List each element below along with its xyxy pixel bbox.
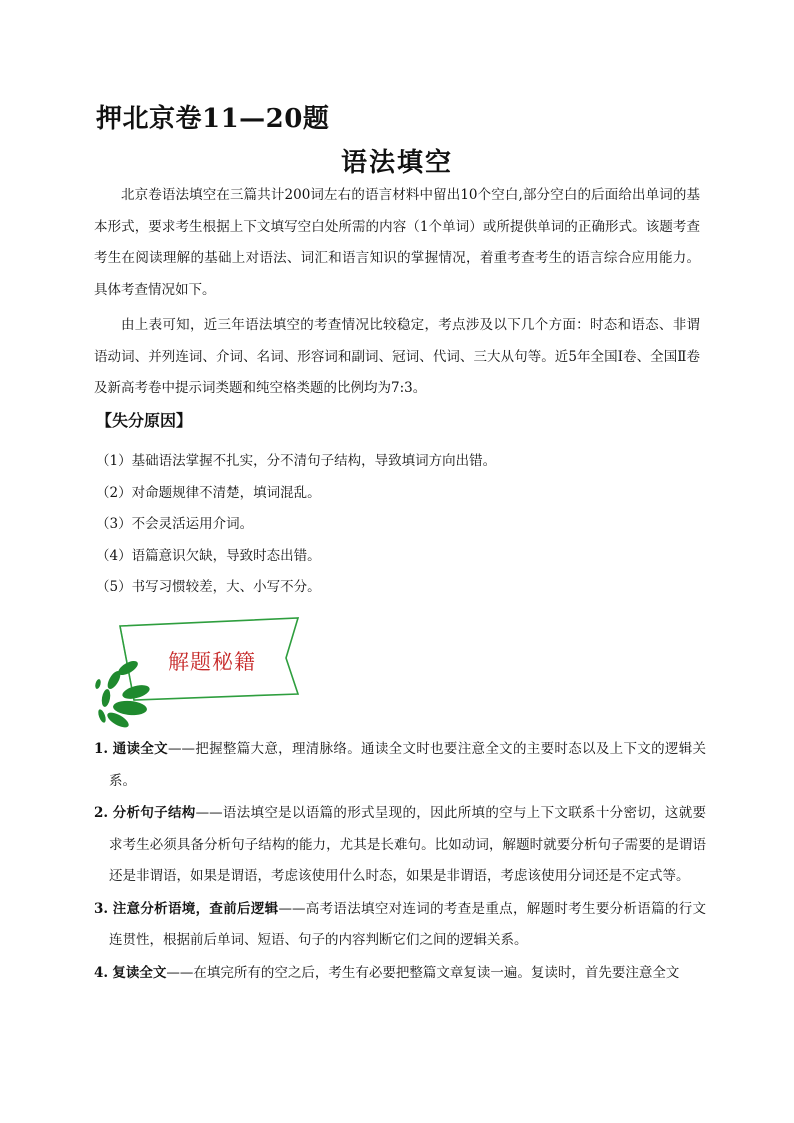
tip-number: 2. <box>94 805 109 821</box>
reasons-list <box>96 448 696 606</box>
tip-number: 3. <box>94 900 109 917</box>
tip-term: 分析句子结构 <box>112 805 196 821</box>
tip-item <box>94 798 706 893</box>
intro-paragraph-1: 北京卷语法填空在三篇共计200词左右的语言材料中留出10个空白,部分空白的后面给出单词的基本形式，要求考生根据上下文填写空白处所需的内容（1个单词）或所提供单词的正确形式。该题考查考生在阅读理解的基础上对语法、词汇和语言知识的掌握情况，着重考查考生的语言综合应用能力。具体考查情况如下。 <box>94 187 700 298</box>
tip-text: ——高考语法填空对连词的考查是重点，解题时考生要分析语篇的行文连贯性，根据前后单词、短语、句子的内容判断它们之间的逻辑关系。 <box>109 900 707 948</box>
main-title: 押北京卷11—20题 <box>96 104 330 134</box>
tips-banner-label: 解题秘籍 <box>168 650 256 674</box>
tip-term: 复读全文 <box>112 964 167 981</box>
intro-paragraph-2: 由上表可知，近三年语法填空的考查情况比较稳定，考点涉及以下几个方面：时态和语态、非谓语动词、并列连词、介词、名词、形容词和副词、冠词、代词、三大从句等。近5年全国Ⅰ卷、全国Ⅱ卷及新高考卷中提示词类题和纯空格类题的比例均为7:3。 <box>94 317 700 396</box>
tip-number: 4. <box>94 964 109 981</box>
tip-text: ——语法填空是以语篇的形式呈现的，因此所填的空与上下文联系十分密切，这就要求考生必须具备分析句子结构的能力，尤其是长难句。比如动词，解题时就要分析句子需要的是谓语还是非谓语，如果是谓语，考虑该使用什么时态，如果是非谓语，考虑该使用分词还是不定式等。 <box>109 805 707 884</box>
tip-item <box>94 734 706 797</box>
tip-item <box>94 958 706 990</box>
tip-term: 注意分析语境，查前后逻辑 <box>112 900 279 917</box>
tips-list <box>94 734 706 990</box>
reasons-heading: 【失分原因】 <box>96 411 193 430</box>
reason-item: （4）语篇意识欠缺，导致时态出错。 <box>96 547 321 564</box>
tip-text: ——把握整篇大意，理清脉络。通读全文时也要注意全文的主要时态以及上下文的逻辑关系。 <box>109 741 707 789</box>
reason-item: （5）书写习惯较差，大、小写不分。 <box>96 579 321 596</box>
tip-text: ——在填完所有的空之后，考生有必要把整篇文章复读一遍。复读时，首先要注意全文 <box>166 964 680 981</box>
tip-number: 1. <box>94 741 109 757</box>
reason-item: （2）对命题规律不清楚，填词混乱。 <box>96 484 321 501</box>
reason-item: （1）基础语法掌握不扎实，分不清句子结构，导致填词方向出错。 <box>96 453 497 469</box>
sub-title: 语法填空 <box>340 148 453 178</box>
tip-term: 通读全文 <box>112 741 168 757</box>
tip-item <box>94 894 706 957</box>
reason-item: （3）不会灵活运用介词。 <box>96 516 254 533</box>
